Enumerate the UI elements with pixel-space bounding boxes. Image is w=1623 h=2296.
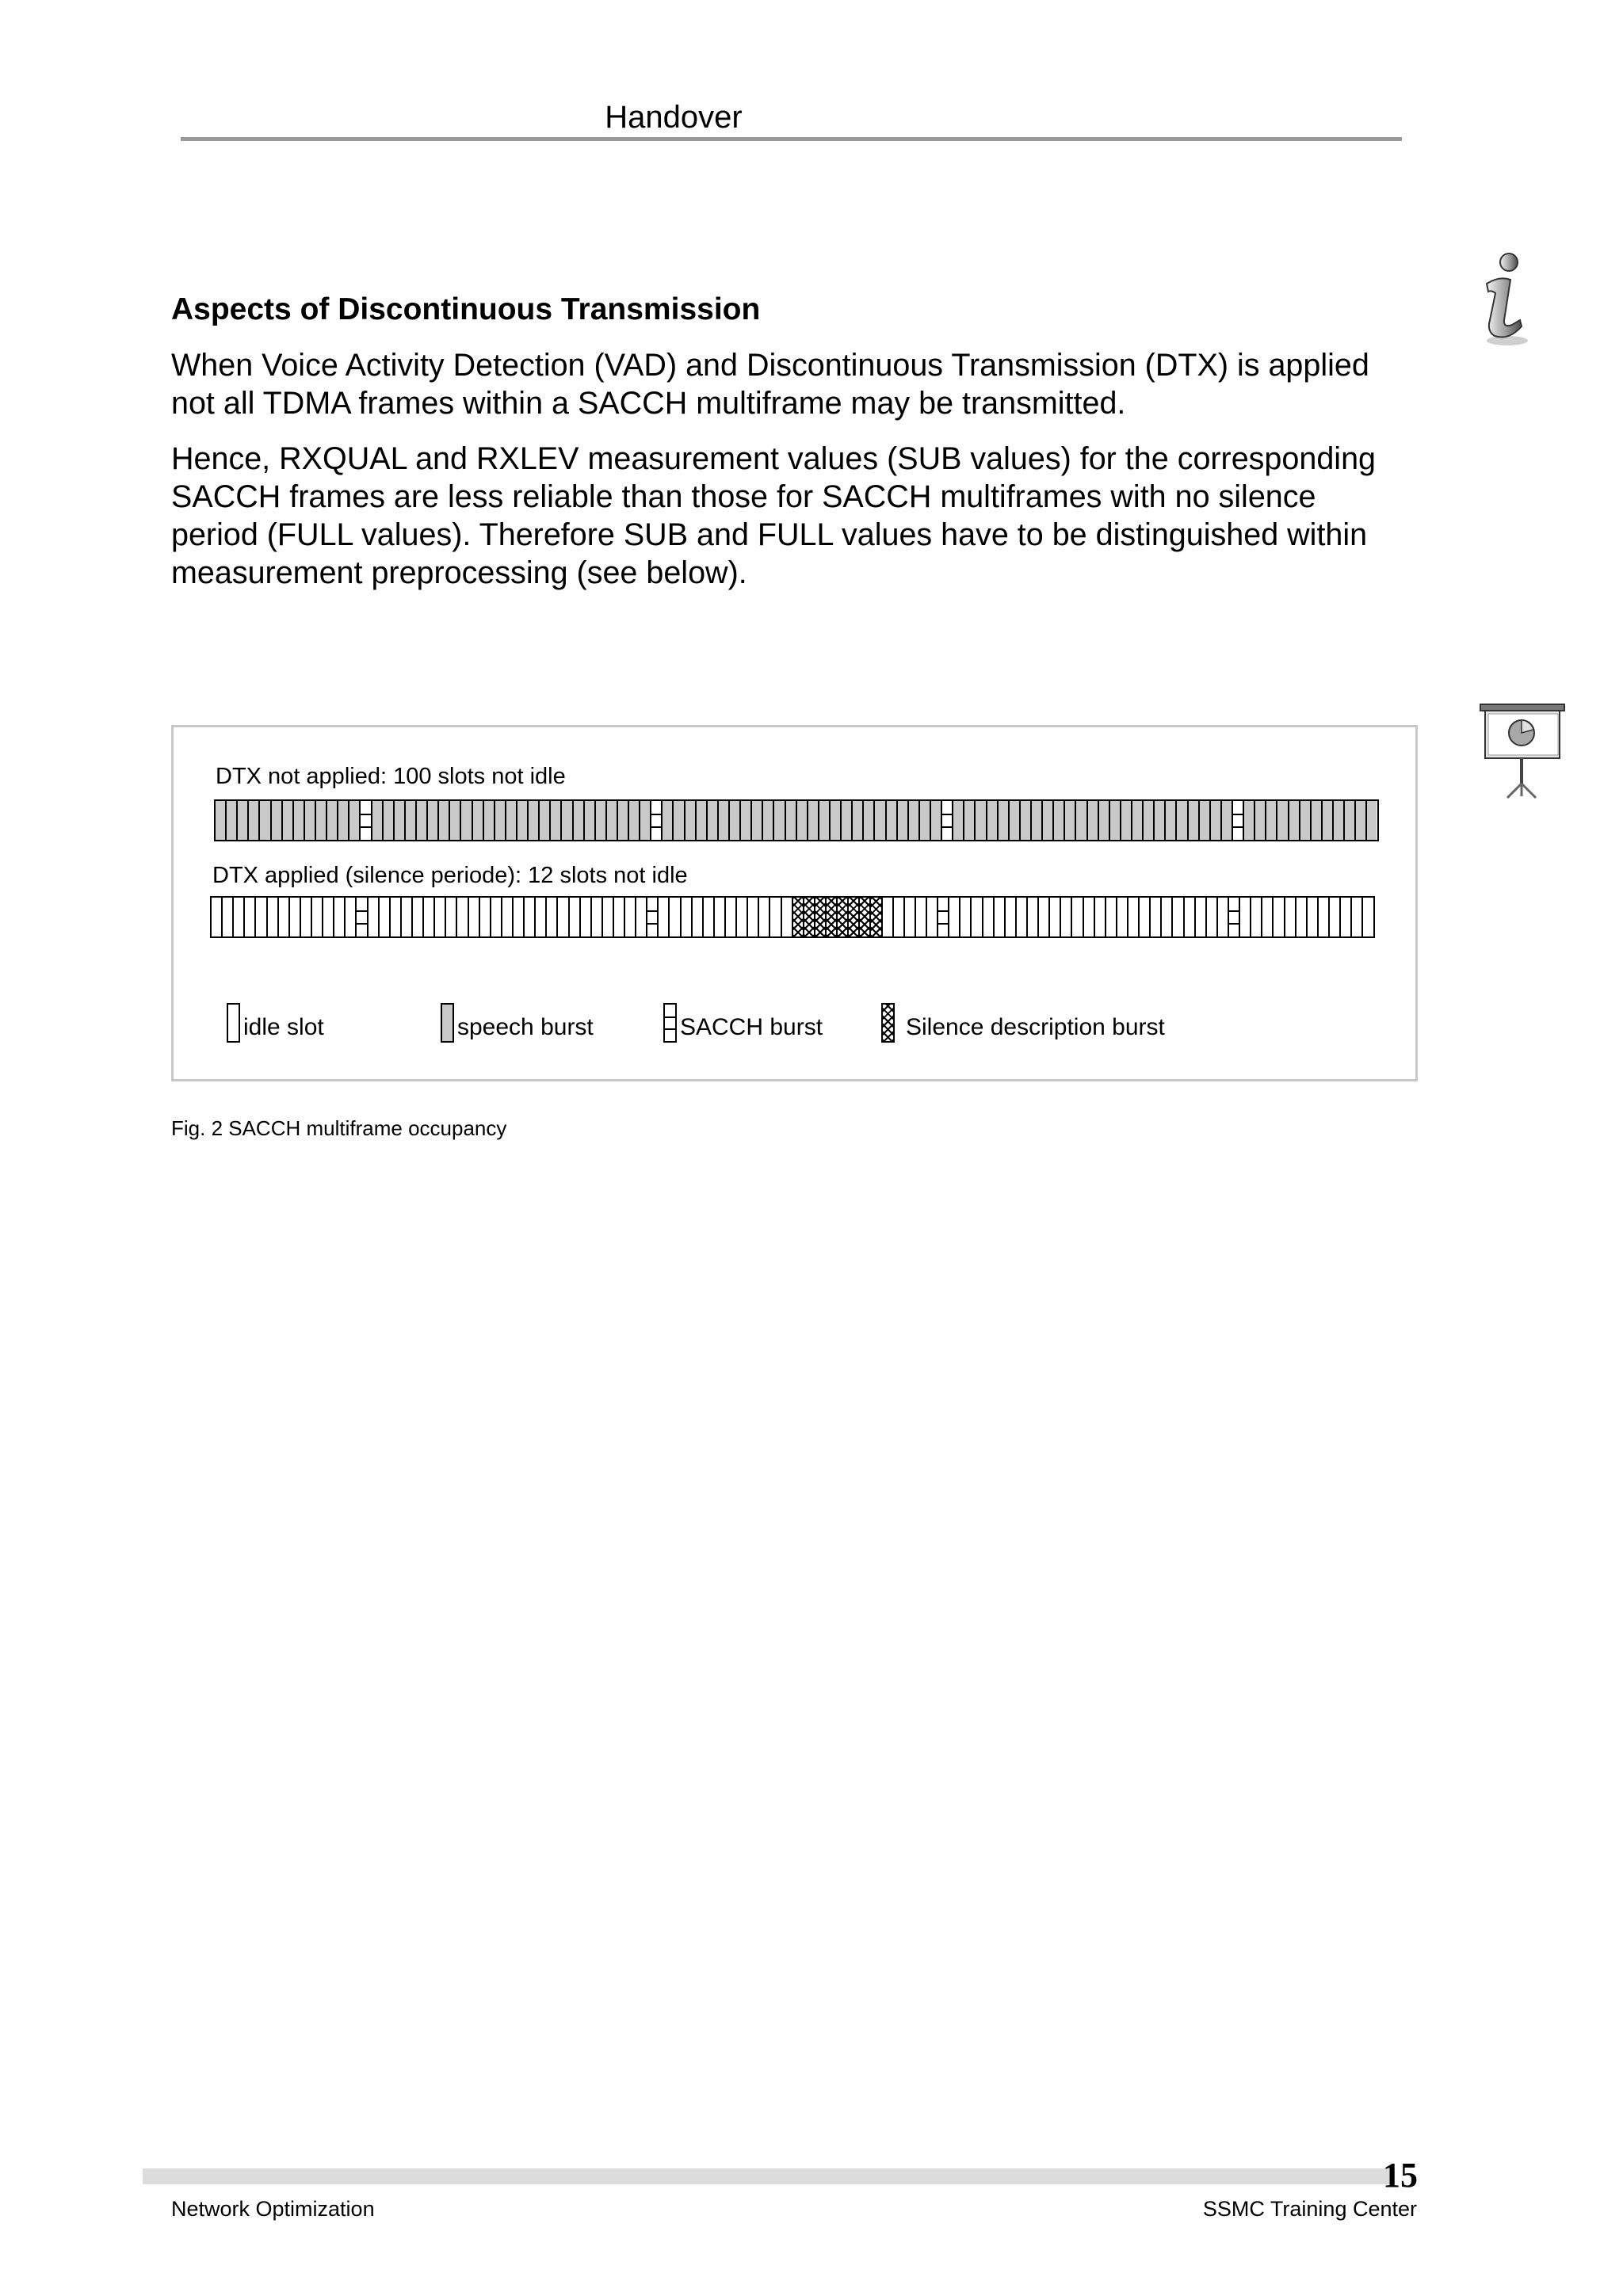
speech-slot <box>842 801 853 840</box>
speech-slot <box>663 801 674 840</box>
speech-slot <box>596 801 607 840</box>
speech-slot <box>1277 801 1289 840</box>
speech-slot <box>216 801 227 840</box>
idle-slot <box>457 898 468 936</box>
speech-slot <box>920 801 931 840</box>
idle-slot <box>1162 898 1173 936</box>
speech-slot <box>875 801 886 840</box>
speech-slot <box>1076 801 1087 840</box>
idle-slot <box>1151 898 1162 936</box>
idle-slot <box>480 898 491 936</box>
idle-slot <box>279 898 290 936</box>
idle-slot <box>469 898 480 936</box>
speech-slot <box>1144 801 1155 840</box>
speech-slot <box>1356 801 1367 840</box>
speech-slot <box>439 801 450 840</box>
idle-slot <box>256 898 267 936</box>
idle-slot <box>391 898 402 936</box>
speech-slot <box>395 801 406 840</box>
idle-slot <box>748 898 759 936</box>
speech-slot <box>338 801 349 840</box>
speech-slot <box>1155 801 1166 840</box>
dtx-not-applied-label: DTX not applied: 100 slots not idle <box>216 764 566 789</box>
idle-slot <box>491 898 502 936</box>
speech-slot <box>1345 801 1356 840</box>
speech-slot <box>227 801 238 840</box>
speech-slot <box>741 801 752 840</box>
idle-slot <box>312 898 323 936</box>
idle-slot <box>1196 898 1207 936</box>
multiframe-row-dtx-on <box>210 896 1375 938</box>
idle-slot <box>1330 898 1341 936</box>
speech-slot <box>1367 801 1377 840</box>
speech-slot <box>249 801 260 840</box>
speech-slot <box>1166 801 1177 840</box>
idle-slot <box>704 898 715 936</box>
speech-burst-swatch <box>441 1003 454 1043</box>
legend-label: Silence description burst <box>906 1014 1165 1040</box>
speech-slot <box>898 801 909 840</box>
idle-slot <box>625 898 636 936</box>
legend-sacch-burst <box>663 1000 823 1043</box>
speech-slot <box>864 801 875 840</box>
speech-slot <box>1211 801 1222 840</box>
page-number: 15 <box>1383 2156 1418 2195</box>
legend-idle-slot <box>227 1000 324 1043</box>
speech-slot <box>697 801 708 840</box>
speech-slot <box>674 801 685 840</box>
speech-slot <box>540 801 551 840</box>
speech-slot <box>887 801 898 840</box>
idle-slot <box>1185 898 1196 936</box>
speech-slot <box>551 801 562 840</box>
idle-slot <box>1061 898 1072 936</box>
footer-right-text: SSMC Training Center <box>1202 2197 1417 2221</box>
speech-slot <box>1032 801 1043 840</box>
speech-slot <box>484 801 495 840</box>
dtx-applied-label: DTX applied (silence periode): 12 slots not idle <box>212 863 688 888</box>
idle-slot <box>995 898 1006 936</box>
idle-slot <box>1251 898 1262 936</box>
speech-slot <box>283 801 294 840</box>
speech-slot <box>1099 801 1110 840</box>
idle-slot <box>927 898 938 936</box>
header-rule <box>181 137 1402 141</box>
speech-slot <box>1255 801 1266 840</box>
legend-speech-burst <box>441 1000 594 1043</box>
speech-slot <box>999 801 1010 840</box>
idle-slot <box>323 898 334 936</box>
speech-slot <box>1323 801 1334 840</box>
sacch-slot <box>357 898 368 936</box>
speech-slot <box>529 801 540 840</box>
speech-slot <box>1054 801 1065 840</box>
idle-slot <box>1319 898 1330 936</box>
legend-label: speech burst <box>457 1014 594 1040</box>
speech-slot <box>987 801 999 840</box>
speech-slot <box>305 801 316 840</box>
speech-slot <box>372 801 384 840</box>
idle-slot <box>1240 898 1251 936</box>
speech-slot <box>428 801 439 840</box>
sacch-burst-swatch <box>663 1003 677 1043</box>
idle-slot <box>1095 898 1106 936</box>
idle-slot <box>682 898 693 936</box>
silence-slot <box>827 898 838 936</box>
sacch-slot <box>361 801 372 840</box>
speech-slot <box>272 801 283 840</box>
speech-slot <box>1300 801 1312 840</box>
legend-label: SACCH burst <box>680 1014 823 1040</box>
idle-slot <box>726 898 737 936</box>
silence-slot <box>838 898 849 936</box>
idle-slot <box>715 898 726 936</box>
idle-slot <box>402 898 413 936</box>
speech-slot <box>797 801 808 840</box>
speech-slot <box>607 801 618 840</box>
speech-slot <box>574 801 585 840</box>
idle-slot <box>346 898 357 936</box>
silence-slot <box>815 898 827 936</box>
idle-slot <box>268 898 279 936</box>
idle-slot <box>502 898 514 936</box>
idle-slot <box>558 898 569 936</box>
idle-slot <box>301 898 312 936</box>
speech-slot <box>327 801 338 840</box>
silence-slot <box>849 898 860 936</box>
idle-slot <box>894 898 905 936</box>
idle-slot <box>581 898 592 936</box>
idle-slot <box>782 898 793 936</box>
idle-slot <box>759 898 770 936</box>
multiframe-row-dtx-off <box>214 799 1379 841</box>
speech-slot <box>517 801 529 840</box>
idle-slot <box>770 898 781 936</box>
speech-slot <box>853 801 864 840</box>
idle-slot <box>1050 898 1061 936</box>
speech-slot <box>808 801 819 840</box>
speech-slot <box>349 801 361 840</box>
speech-slot <box>1065 801 1076 840</box>
speech-slot <box>1121 801 1132 840</box>
speech-slot <box>384 801 395 840</box>
speech-slot <box>1222 801 1233 840</box>
paragraph: When Voice Activity Detection (VAD) and Discontinuous Transmission (DTX) is applied not all TDMA frames within a SACCH multiframe may be transmitted. <box>171 348 1369 421</box>
speech-slot <box>1021 801 1032 840</box>
speech-slot <box>786 801 797 840</box>
speech-slot <box>1110 801 1121 840</box>
speech-slot <box>1043 801 1054 840</box>
speech-slot <box>640 801 651 840</box>
speech-slot <box>831 801 842 840</box>
paragraph: Hence, RXQUAL and RXLEV measurement values (SUB values) for the corresponding SACCH frames are less reliable than those for SACCH multiframes with no silence period (FULL values). Therefore SUB and FULL values have to be distinguished within measurement preprocessing (see below). <box>171 441 1377 590</box>
idle-slot <box>1341 898 1352 936</box>
idle-slot <box>1207 898 1218 936</box>
silence-slot <box>793 898 804 936</box>
idle-slot <box>949 898 960 936</box>
speech-slot <box>629 801 640 840</box>
speech-slot <box>585 801 596 840</box>
sacch-slot <box>1233 801 1244 840</box>
sacch-slot <box>651 801 663 840</box>
speech-slot <box>1088 801 1099 840</box>
speech-slot <box>1244 801 1255 840</box>
speech-slot <box>1312 801 1323 840</box>
idle-slot <box>1173 898 1184 936</box>
idle-slot <box>234 898 245 936</box>
speech-slot <box>260 801 271 840</box>
silence-slot <box>804 898 815 936</box>
speech-slot <box>461 801 472 840</box>
idle-slot <box>212 898 223 936</box>
speech-slot <box>1289 801 1300 840</box>
silence-burst-swatch <box>881 1003 895 1043</box>
idle-slot <box>1106 898 1117 936</box>
idle-slot <box>514 898 525 936</box>
idle-slot <box>1352 898 1363 936</box>
speech-slot <box>238 801 249 840</box>
idle-slot <box>1128 898 1140 936</box>
speech-slot <box>473 801 484 840</box>
footer-band <box>143 2168 1395 2184</box>
idle-slot <box>1363 898 1373 936</box>
speech-slot <box>953 801 964 840</box>
idle-slot <box>547 898 558 936</box>
idle-slot <box>1084 898 1095 936</box>
idle-slot <box>883 898 894 936</box>
speech-slot <box>685 801 697 840</box>
idle-slot <box>290 898 301 936</box>
speech-slot <box>763 801 774 840</box>
idle-slot <box>413 898 424 936</box>
idle-slot <box>960 898 972 936</box>
idle-slot <box>659 898 670 936</box>
idle-slot-swatch <box>227 1003 240 1043</box>
sacch-slot <box>647 898 659 936</box>
idle-slot <box>570 898 581 936</box>
speech-slot <box>1132 801 1144 840</box>
idle-slot <box>435 898 446 936</box>
speech-slot <box>1177 801 1188 840</box>
idle-slot <box>369 898 380 936</box>
footer-left-text: Network Optimization <box>171 2197 375 2221</box>
idle-slot <box>737 898 748 936</box>
idle-slot <box>446 898 457 936</box>
page-header-title: Handover <box>605 100 743 135</box>
speech-slot <box>417 801 428 840</box>
idle-slot <box>670 898 681 936</box>
speech-slot <box>752 801 763 840</box>
speech-slot <box>976 801 987 840</box>
idle-slot <box>1006 898 1017 936</box>
idle-slot <box>223 898 234 936</box>
speech-slot <box>450 801 461 840</box>
idle-slot <box>1072 898 1083 936</box>
idle-slot <box>905 898 916 936</box>
idle-slot <box>972 898 983 936</box>
idle-slot <box>592 898 603 936</box>
section-heading: Aspects of Discontinuous Transmission <box>171 292 761 326</box>
sacch-slot <box>938 898 949 936</box>
idle-slot <box>424 898 435 936</box>
idle-slot <box>1117 898 1128 936</box>
legend-silence-description-burst <box>881 1000 1165 1043</box>
idle-slot <box>916 898 927 936</box>
speech-slot <box>719 801 730 840</box>
figure-caption: Fig. 2 SACCH multiframe occupancy <box>171 1116 507 1140</box>
speech-slot <box>730 801 741 840</box>
idle-slot <box>1296 898 1308 936</box>
speech-slot <box>495 801 506 840</box>
speech-slot <box>1189 801 1200 840</box>
sacch-slot <box>942 801 953 840</box>
idle-slot <box>983 898 995 936</box>
speech-slot <box>909 801 920 840</box>
idle-slot <box>1285 898 1296 936</box>
speech-slot <box>562 801 573 840</box>
silence-slot <box>860 898 871 936</box>
sacch-slot <box>1229 898 1240 936</box>
speech-slot <box>618 801 629 840</box>
idle-slot <box>1262 898 1274 936</box>
idle-slot <box>603 898 614 936</box>
speech-slot <box>931 801 942 840</box>
idle-slot <box>334 898 346 936</box>
speech-slot <box>406 801 417 840</box>
speech-slot <box>294 801 305 840</box>
speech-slot <box>316 801 327 840</box>
speech-slot <box>964 801 976 840</box>
presentation-icon <box>1476 701 1569 800</box>
idle-slot <box>636 898 647 936</box>
idle-slot <box>1028 898 1039 936</box>
speech-slot <box>1266 801 1277 840</box>
speech-slot <box>506 801 517 840</box>
speech-slot <box>1334 801 1345 840</box>
speech-slot <box>708 801 719 840</box>
info-icon <box>1476 252 1533 347</box>
idle-slot <box>1140 898 1151 936</box>
idle-slot <box>693 898 704 936</box>
idle-slot <box>525 898 536 936</box>
idle-slot <box>1039 898 1050 936</box>
idle-slot <box>1218 898 1229 936</box>
speech-slot <box>1200 801 1211 840</box>
idle-slot <box>614 898 625 936</box>
idle-slot <box>1308 898 1319 936</box>
idle-slot <box>380 898 391 936</box>
legend-label: idle slot <box>243 1014 324 1040</box>
idle-slot <box>245 898 256 936</box>
speech-slot <box>819 801 831 840</box>
speech-slot <box>774 801 785 840</box>
silence-slot <box>871 898 882 936</box>
idle-slot <box>1274 898 1285 936</box>
idle-slot <box>1017 898 1028 936</box>
idle-slot <box>536 898 547 936</box>
speech-slot <box>1010 801 1021 840</box>
